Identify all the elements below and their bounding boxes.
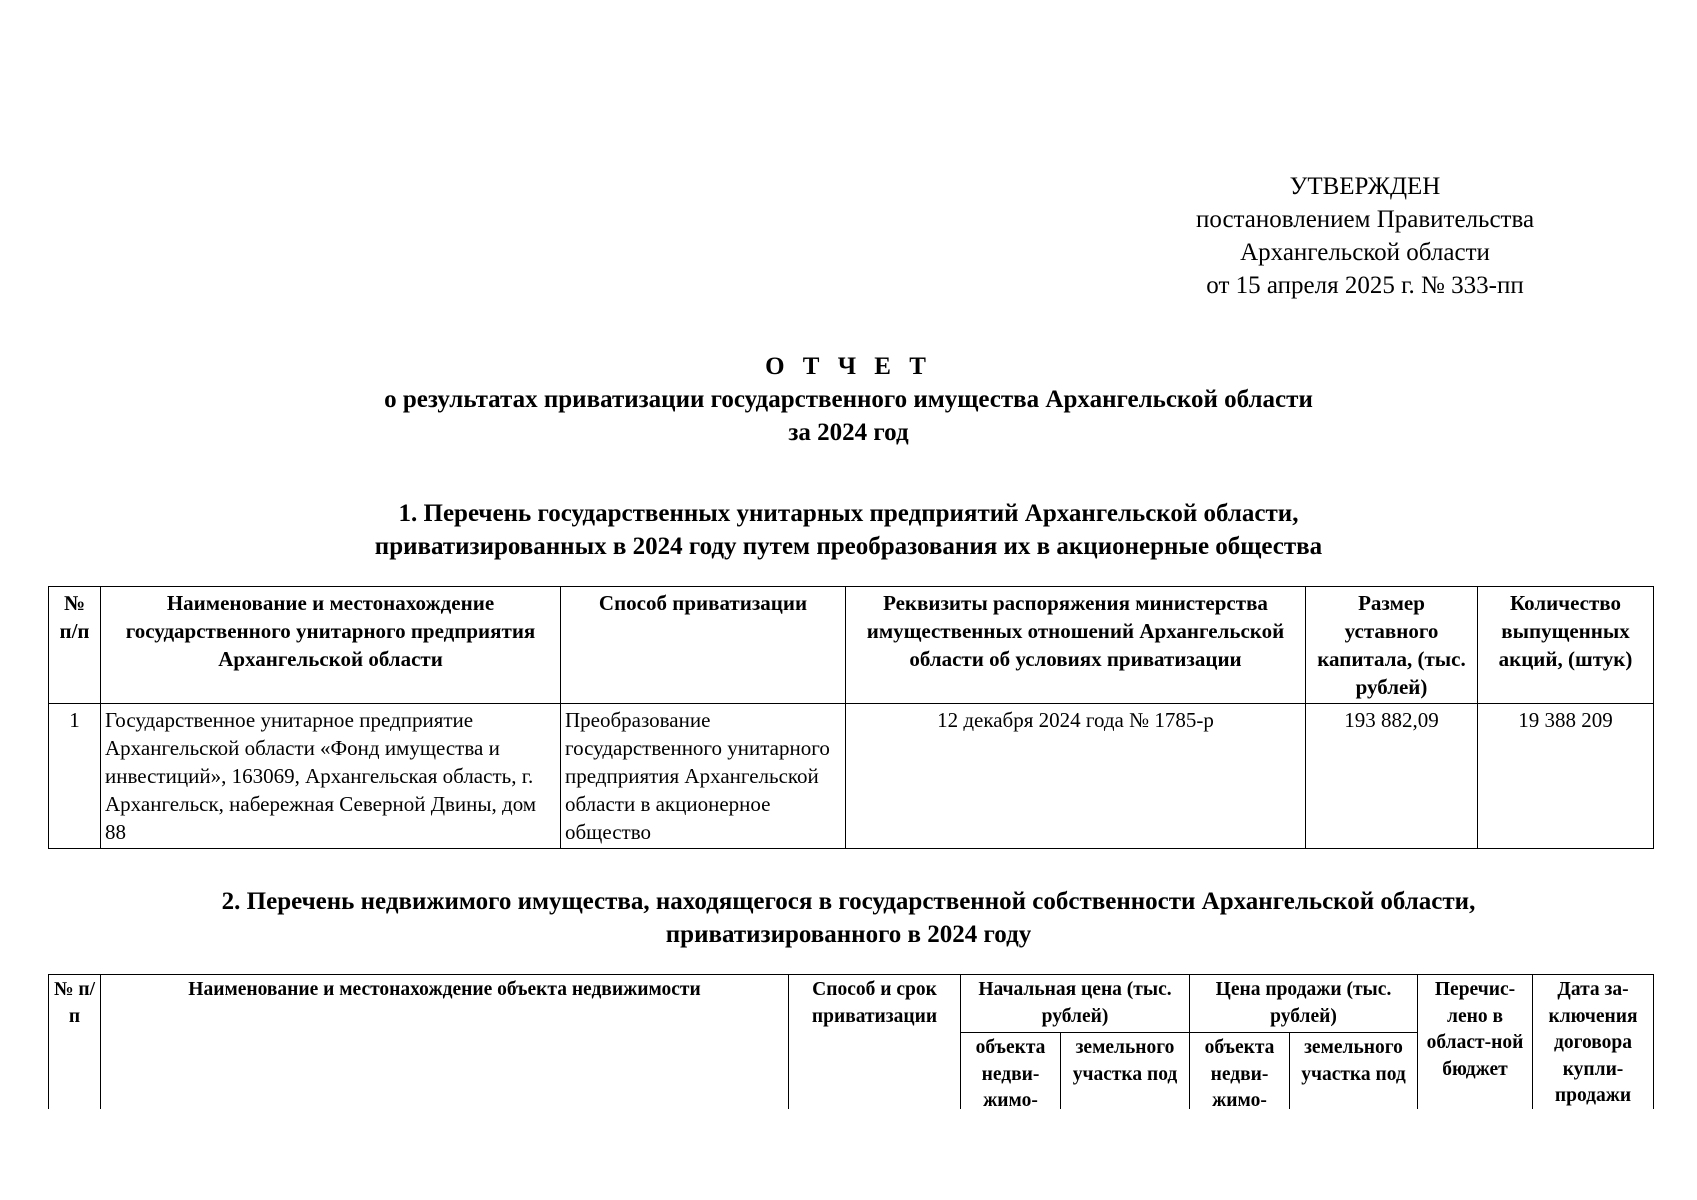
header-num: № п/п — [49, 587, 101, 704]
header-capital: Размер уставного капитала, (тыс. рублей) — [1306, 587, 1478, 704]
section-1-title-line-1: 1. Перечень государственных унитарных предприятий Архангельской области, — [398, 500, 1299, 527]
header-sale-price: Цена продажи (тыс. рублей) — [1190, 975, 1418, 1033]
header-name: Наименование и местонахождение объекта недвижимости — [101, 975, 789, 1110]
header-method: Способ приватизации — [561, 587, 846, 704]
approval-line-2: постановлением Правительства — [1195, 206, 1535, 233]
subheader-land-2: земельного участка под — [1290, 1033, 1418, 1110]
header-method: Способ и срок приватизации — [789, 975, 961, 1110]
row-method: Преобразование государственного унитарного предприятия Архангельской области в акционерное общество — [561, 704, 846, 849]
real-estate-table — [48, 974, 1654, 1109]
row-capital: 193 882,09 — [1306, 704, 1478, 849]
header-shares: Количество выпущенных акций, (штук) — [1478, 587, 1654, 704]
section-2-title-line-2: приватизированного в 2024 году — [665, 921, 1032, 948]
approval-line-4: от 15 апреля 2025 г. № 333-пп — [1206, 272, 1524, 299]
row-requisites: 12 декабря 2024 года № 1785-р — [846, 704, 1306, 849]
table-header-row — [49, 587, 1654, 704]
header-transferred: Перечис-лено в област-ной бюджет — [1418, 975, 1533, 1110]
unitary-enterprises-table — [48, 586, 1654, 849]
header-contract-date: Дата за-ключения договора купли-продажи — [1533, 975, 1654, 1110]
report-heading: О Т Ч Е Т — [765, 353, 932, 380]
table-header-row — [49, 975, 1654, 1033]
report-subtitle: о результатах приватизации государственного имущества Архангельской области — [384, 386, 1313, 413]
report-year: за 2024 год — [788, 419, 909, 446]
row-num: 1 — [49, 704, 101, 849]
report-title — [0, 350, 1697, 449]
section-1-title — [0, 497, 1697, 563]
approval-block — [1165, 170, 1565, 302]
header-start-price: Начальная цена (тыс. рублей) — [961, 975, 1190, 1033]
subheader-land: земельного участка под — [1061, 1033, 1190, 1110]
real-estate-table-wrapper — [0, 974, 1697, 1109]
header-requisites: Реквизиты распоряжения министерства имущественных отношений Архангельской области об условиях приватизации — [846, 587, 1306, 704]
row-shares: 19 388 209 — [1478, 704, 1654, 849]
header-name: Наименование и местонахождение государственного унитарного предприятия Архангельской области — [101, 587, 561, 704]
approval-line-1: УТВЕРЖДЕН — [1289, 173, 1441, 200]
row-name: Государственное унитарное предприятие Архангельской области «Фонд имущества и инвестиций», 163069, Архангельская область, г. Архангельск, набережная Северной Двины, дом 88 — [101, 704, 561, 849]
table-row — [49, 704, 1654, 849]
subheader-object: объекта недви-жимо- — [961, 1033, 1061, 1110]
approval-line-3: Архангельской области — [1240, 239, 1490, 266]
subheader-object-2: объекта недви-жимо- — [1190, 1033, 1290, 1110]
section-1-title-line-2: приватизированных в 2024 году путем преобразования их в акционерные общества — [374, 533, 1323, 560]
header-num: № п/п — [49, 975, 101, 1110]
section-2-title-line-1: 2. Перечень недвижимого имущества, находящегося в государственной собственности Архангельской области, — [221, 888, 1476, 915]
section-2-title — [0, 885, 1697, 951]
